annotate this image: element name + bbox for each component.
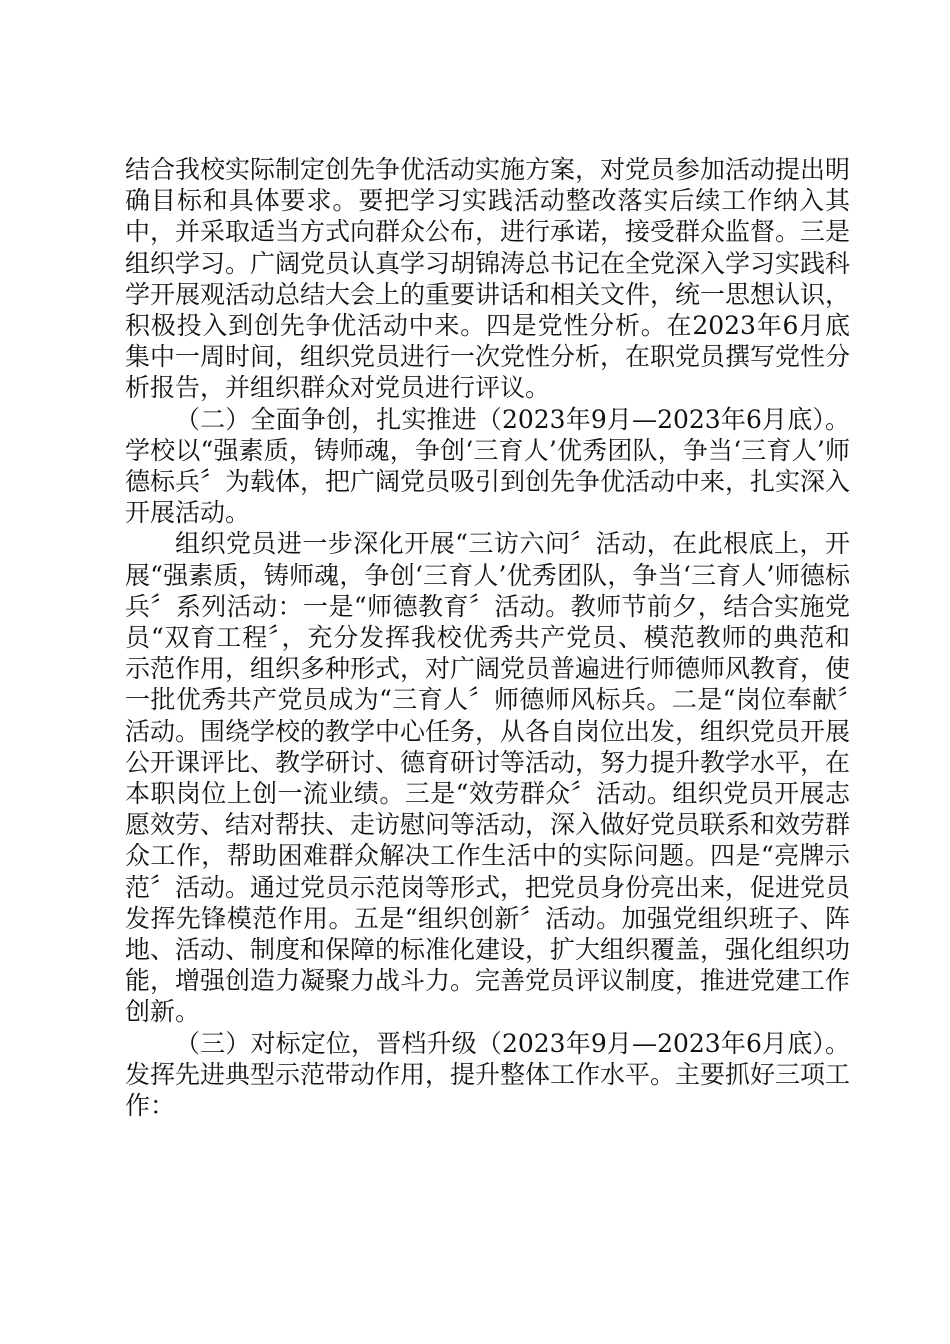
paragraph-organize-members: 组织党员进一步深化开展“三访六问〞活动，在此根底上，开展“强素质，铸师魂，争创‘三育人’优秀团队，争当‘三育人’师德标兵〞系列活动：一是“师德教育〞活动。教师节前夕，结合实施党员“双育工程〞，充分发挥我校优秀共产党员、模范教师的典范和示范作用，组织多种形式，对广阔党员普遍进行师德师风教育，使一批优秀共产党员成为“三育人〞师德师风标兵。二是“岗位奉献〞活动。围绕学校的教学中心任务，从各自岗位出发，组织党员开展公开课评比、教学研讨、德育研讨等活动，努力提升教学水平，在本职岗位上创一流业绩。三是“效劳群众〞活动。组织党员开展志愿效劳、结对帮扶、走访慰问等活动，深入做好党员联系和效劳群众工作，帮助困难群众解决工作生活中的实际问题。四是“亮牌示范〞活动。通过党员示范岗等形式，把党员身份亮出来，促进党员发挥先锋模范作用。五是“组织创新〞活动。加强党组织班子、阵地、活动、制度和保障的标准化建设，扩大组织覆盖，强化组织功能，增强创造力凝聚力战斗力。完善党员评议制度，推进党建工作创新。 — [125, 529, 851, 1027]
paragraph-section-three: （三）对标定位，晋档升级（2023年9月—2023年6月底）。发挥先进典型示范带动作用，提升整体工作水平。主要抓好三项工作： — [125, 1028, 851, 1121]
paragraph-section-two: （二）全面争创，扎实推进（2023年9月—2023年6月底）。学校以“强素质，铸师魂，争创‘三育人’优秀团队，争当‘三育人’师德标兵〞为载体，把广阔党员吸引到创先争优活动中来，扎实深入开展活动。 — [125, 404, 851, 528]
paragraph-activity-plan: 结合我校实际制定创先争优活动实施方案，对党员参加活动提出明确目标和具体要求。要把学习实践活动整改落实后续工作纳入其中，并采取适当方式向群众公布，进行承诺，接受群众监督。三是组织学习。广阔党员认真学习胡锦涛总书记在全党深入学习实践科学开展观活动总结大会上的重要讲话和相关文件，统一思想认识，积极投入到创先争优活动中来。四是党性分析。在2023年6月底集中一周时间，组织党员进行一次党性分析，在职党员撰写党性分析报告，并组织群众对党员进行评议。 — [125, 155, 851, 403]
